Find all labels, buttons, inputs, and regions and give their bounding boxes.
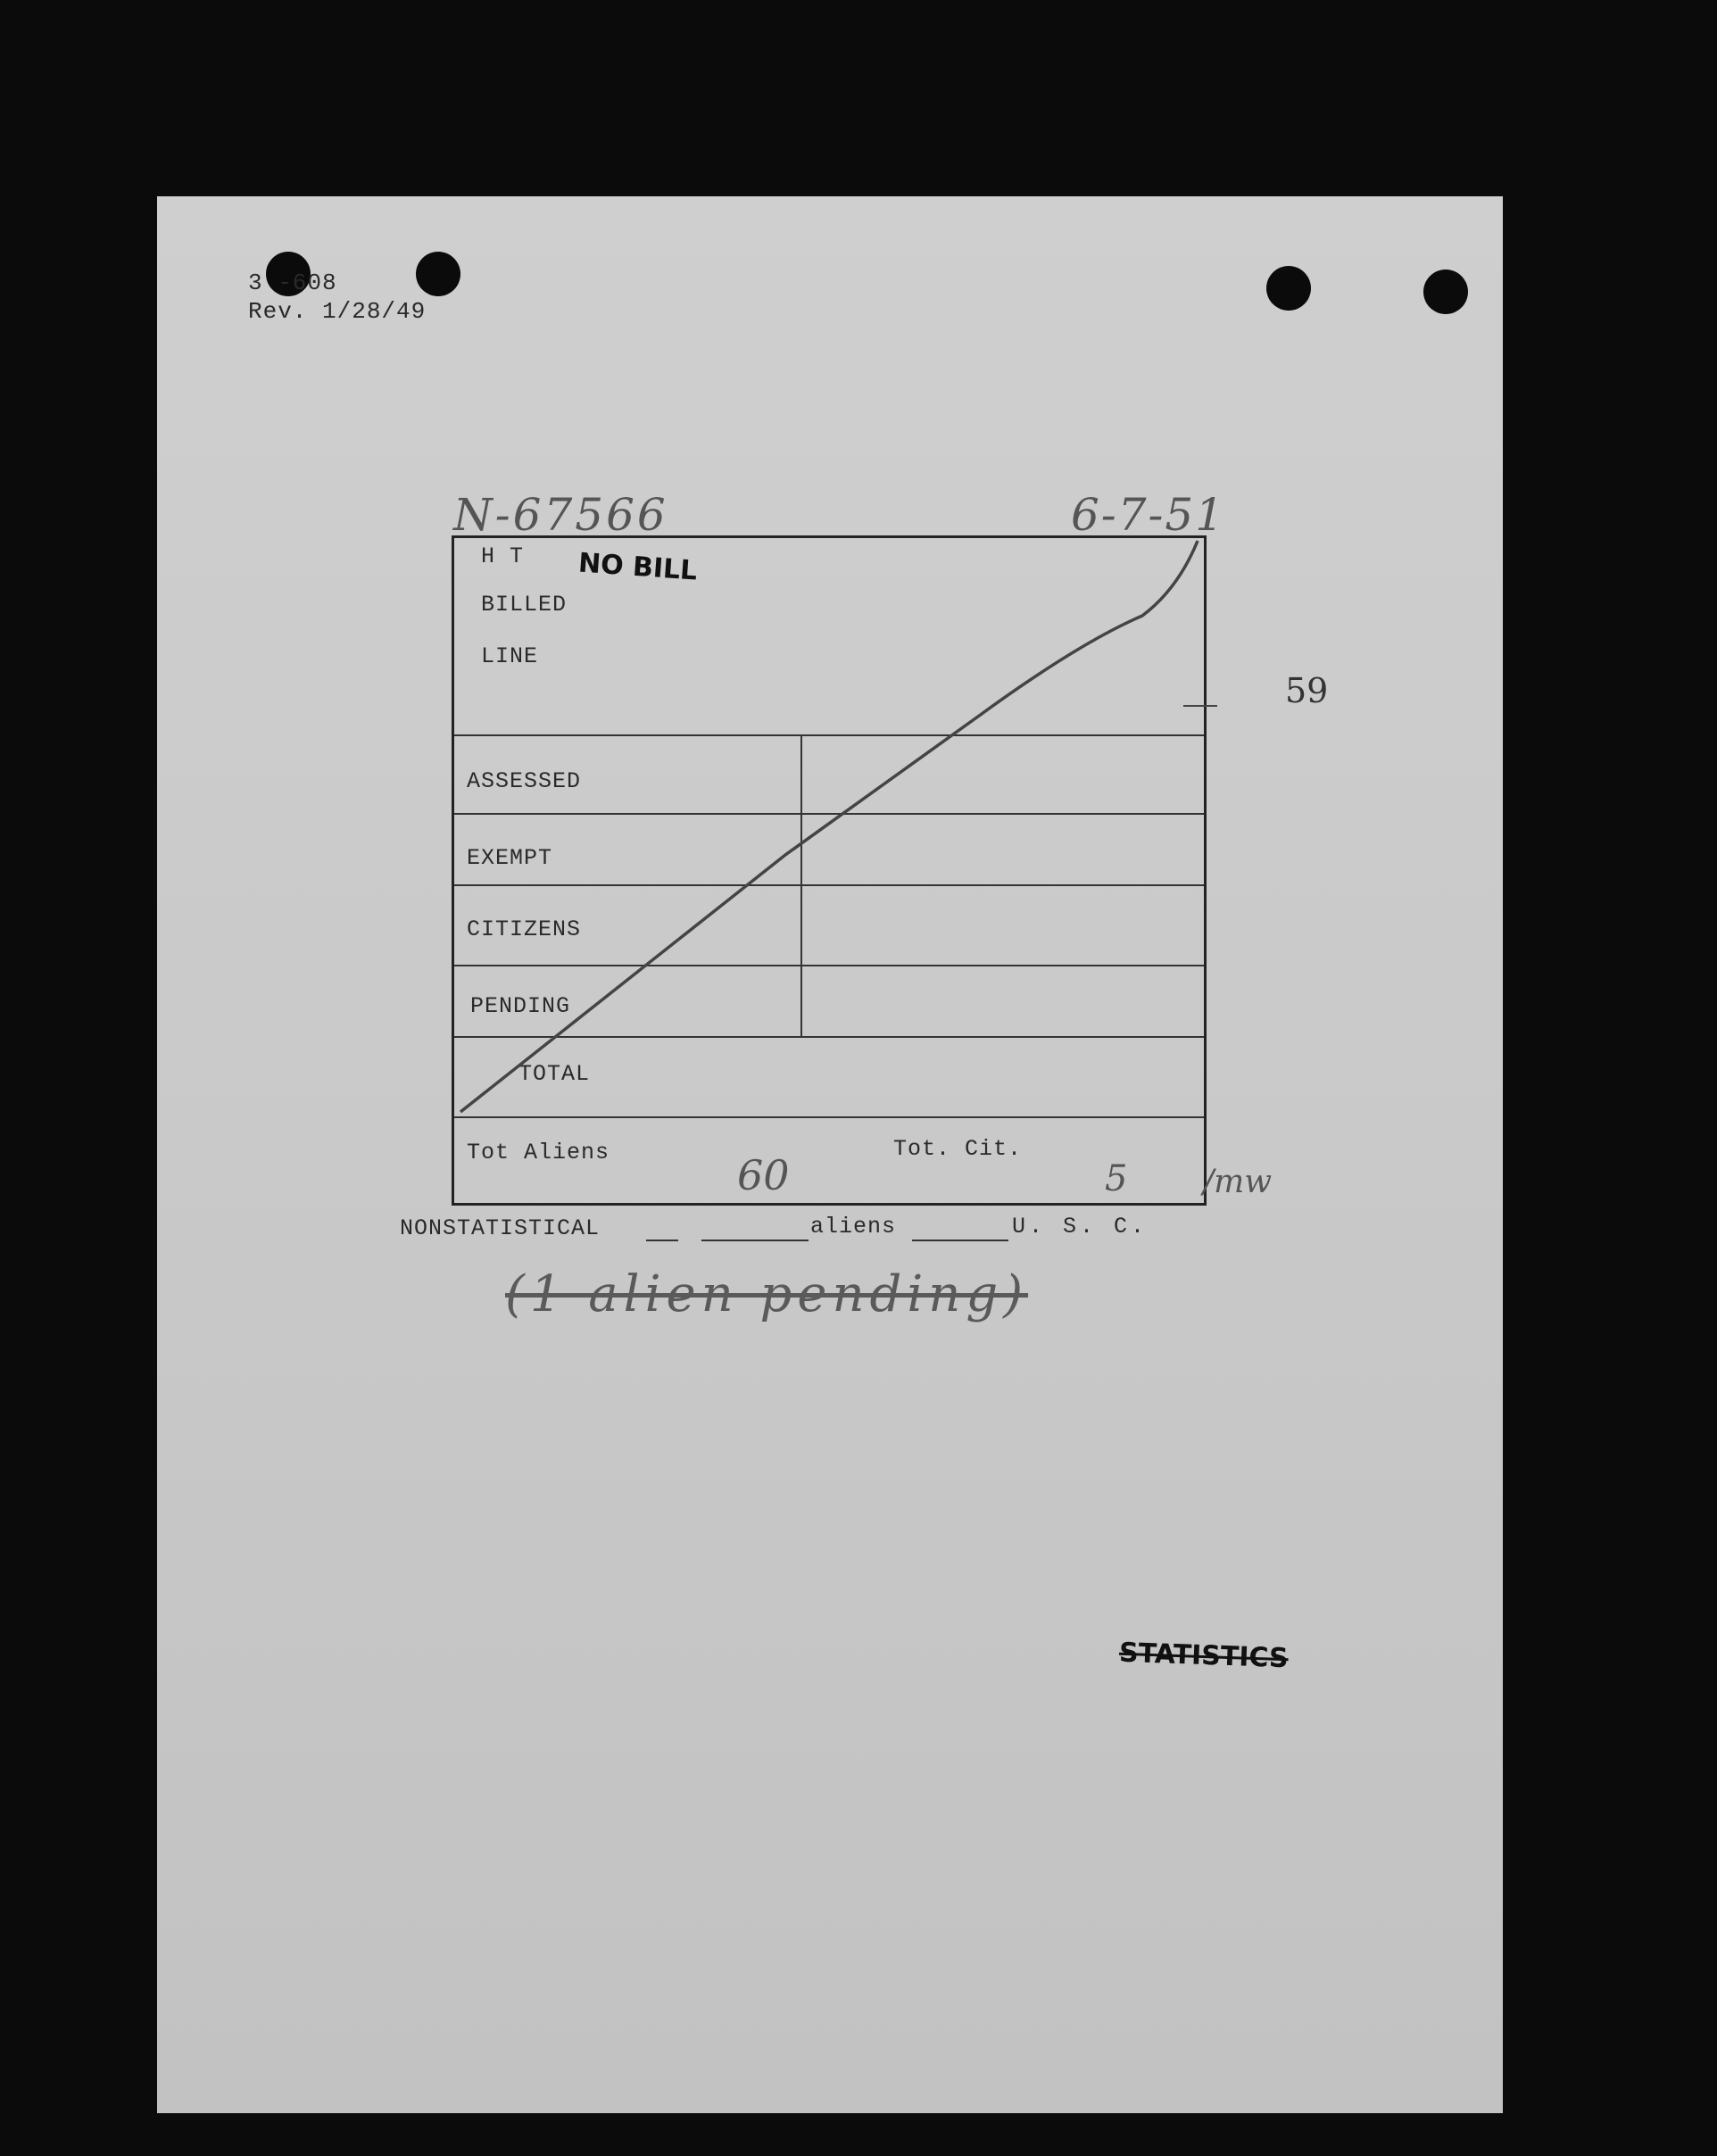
usc-label: U. S. C. bbox=[1012, 1214, 1149, 1240]
row-label-exempt: EXEMPT bbox=[467, 845, 553, 871]
handwritten-date: 6-7-51 bbox=[1071, 489, 1226, 541]
total-label: TOTAL bbox=[518, 1061, 591, 1087]
tot-aliens-label: Tot Aliens bbox=[467, 1140, 610, 1165]
row-label-citizens: CITIZENS bbox=[467, 916, 582, 942]
struck-pending-note: (1 alien pending) bbox=[505, 1265, 1029, 1323]
no-bill-stamp: NO BILL bbox=[576, 547, 699, 587]
header-line-billed: BILLED bbox=[481, 592, 568, 618]
statistics-stamp: STATISTICS bbox=[1118, 1637, 1290, 1675]
row-label-pending: PENDING bbox=[470, 993, 571, 1019]
form-number: 3 -608 bbox=[248, 270, 337, 296]
side-number: 59 bbox=[1285, 671, 1329, 710]
tot-aliens-value: 60 bbox=[737, 1151, 790, 1199]
diagonal-void-line bbox=[460, 541, 1198, 1112]
form-revision: Rev. 1/28/49 bbox=[248, 298, 427, 325]
header-line-line: LINE bbox=[481, 643, 539, 669]
nonstatistical-label: NONSTATISTICAL bbox=[400, 1215, 601, 1241]
tot-cit-value: 5 bbox=[1105, 1158, 1128, 1199]
tot-cit-label: Tot. Cit. bbox=[893, 1136, 1023, 1162]
aliens-label: aliens bbox=[810, 1214, 897, 1240]
handwritten-file-number: N-67566 bbox=[453, 489, 668, 541]
header-line-ht: H T bbox=[481, 543, 525, 569]
row-label-assessed: ASSESSED bbox=[467, 768, 582, 794]
handwritten-initials: /mw bbox=[1203, 1164, 1273, 1200]
